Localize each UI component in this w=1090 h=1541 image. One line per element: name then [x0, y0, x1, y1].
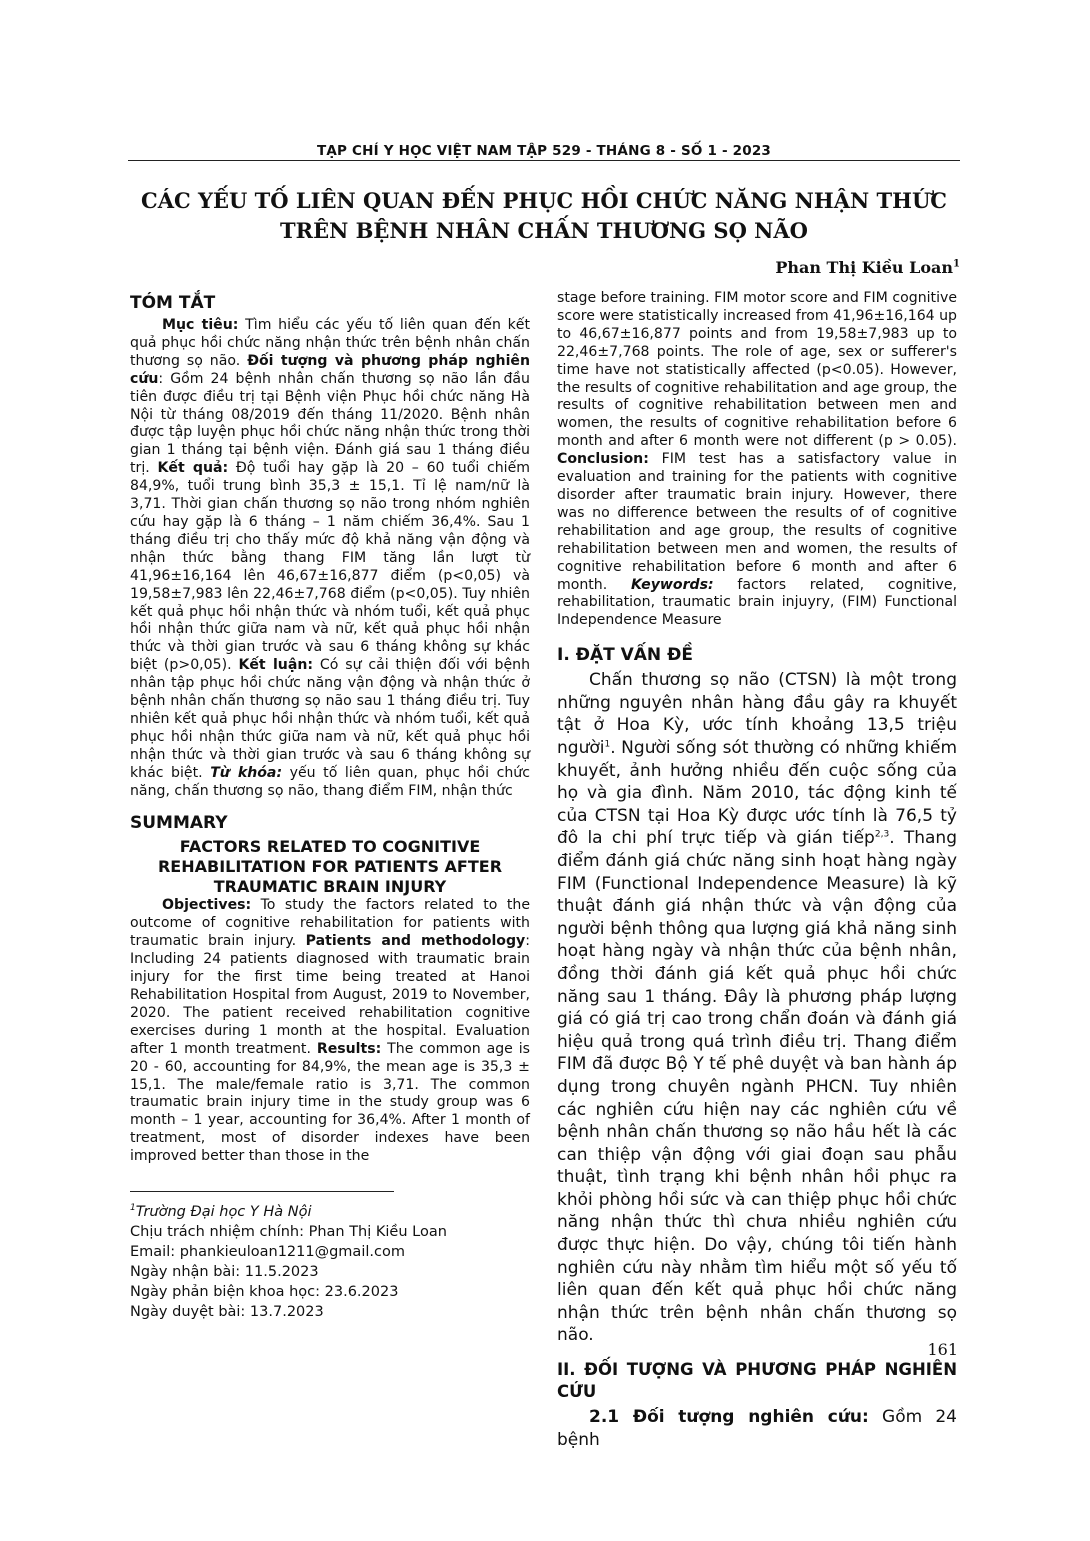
right-column — [557, 290, 957, 1451]
left-column — [130, 292, 530, 1166]
abstract-vi-label-keywords: Từ khóa: — [210, 764, 283, 781]
summary-keywords: factors related, cognitive, rehabilitation, traumatic brain injuyry, (FIM) Functional Independence Measure — [557, 576, 957, 629]
abstract-vi-keywords: yếu tố liên quan, phục hồi chức năng, chấn thương sọ não, thang điểm FIM, nhận thức — [130, 764, 530, 799]
section-1-text: . Thang điểm đánh giá chức năng sinh hoạt hàng ngày FIM (Functional Independence Measure) là kỹ thuật đánh giá nhận thức và vận động của người bệnh thông qua lượng giá khả năng sinh hoạt hàng ngày và nhận thức của bệnh nhân, đồng thời đánh giá kết quả phục hồi chức năng sau 1 tháng. Đây là phương pháp lượng giá có giá trị cao trong chẩn đoán và đánh giá hiệu quả trong quá trình điều trị. Thang điểm FIM đã được Bộ Y tế phê duyệt và ban hành áp dụng trong chuyên ngành PHCN. Tuy nhiên các nghiên cứu hiện nay các nghiên cứu về bệnh nhân chấn thương sọ não hầu hết là các can thiệp vận động với giai đoạn sau phẫu thuật, tình trạng khi bệnh nhân hồi phục ra khỏi phòng hồi sức và can thiệp phục hồi chức năng nhận thức thì chưa nhiều nghiên cứu được thực hiện. Do vậy, chúng tôi tiến hành nghiên cứu này nhằm tìm hiểu một số yếu tố liên quan đến kết quả phục hồi chức năng nhận thức trên bệnh nhân chấn thương sọ não. — [557, 828, 958, 1346]
page-number: 161 — [927, 1340, 958, 1359]
summary-title-line-3: TRAUMATIC BRAIN INJURY — [213, 877, 447, 897]
section-2-heading: II. ĐỐI TƯỢNG VÀ PHƯƠNG PHÁP NGHIÊN CỨU — [557, 1360, 957, 1402]
section-2-1-label: 2.1 Đối tượng nghiên cứu: — [589, 1407, 869, 1428]
summary-text-results: The common age is 20 - 60, accounting for 84,9%, the mean age is 35,3 ± 15,1. The male/female ratio is 3,71. The common traumatic brain injury time in the study group was 6 month – 1 year, accounting for 36,4%. After 1 month of treatment, most of disorder indexes have been improved better than those in the — [130, 1040, 530, 1165]
summary-text-results-cont: stage before training. FIM motor score and FIM cognitive score were statistically increased from 41,96±16,164 up to 46,67±16,877 points and from 19,58±7,983 up to 22,46±7,768 points. The role of age, sex or sufferer's time have not statistically affected (p<0.05). However, the results of cognitive rehabilitation and age group, the results of cognitive rehabilitation between men and women, the results of cognitive rehabilitation before 6 month and after 6 month were not different (p > 0.05). — [557, 290, 957, 450]
abstract-vi-label-conclusion: Kết luận: — [238, 657, 314, 674]
section-1-text: Chấn thương sọ não (CTSN) là một trong những nguyên nhân hàng đầu gây ra khuyết tật ở Hoa Kỳ, ước tính khoảng 13,5 triệu người — [557, 670, 957, 758]
summary-text: : Including 24 patients diagnosed with traumatic brain injury for the first time being treated at Hanoi Rehabilitation Hospital from August, 2019 to November, 2020. The patient received rehabilitation cognitive exercises during 1 month at the hospital. Evaluation after 1 month treatment. — [130, 933, 530, 1057]
summary-title-line-1: FACTORS RELATED TO COGNITIVE — [179, 837, 481, 857]
summary-label-methods: Patients and methodology — [305, 933, 526, 950]
footnote-received: Ngày nhận bài: 11.5.2023 — [130, 1263, 319, 1280]
section-1-text: . Người sống sót thường có những khiếm khuyết, ảnh hưởng nhiều đến cuộc sống của họ và gia đình. Năm 2010, tác động kinh tế của CTSN tại Hoa Kỳ được ước tính là 76,5 tỷ đô la chi phí trực tiếp và gián tiếp — [557, 738, 957, 849]
abstract-vi-label-objective: Mục tiêu: — [162, 317, 239, 333]
abstract-vi-paragraph — [130, 317, 530, 800]
footnote-affiliation — [130, 1198, 447, 1222]
summary-label-results: Results: — [316, 1040, 382, 1057]
footnote-email: Email: phankieuloan1211@gmail.com — [130, 1243, 405, 1260]
author-text: Phan Thị Kiều Loan — [775, 258, 954, 277]
section-1-heading: I. ĐẶT VẤN ĐỀ — [557, 645, 693, 666]
article-title — [128, 186, 960, 246]
title-line-1: CÁC YẾU TỐ LIÊN QUAN ĐẾN PHỤC HỒI CHỨC NĂNG NHẬN THỨC — [140, 188, 947, 213]
summary-continuation — [557, 290, 957, 630]
summary-label-conclusion: Conclusion: — [557, 451, 649, 468]
summary-paragraph — [130, 897, 530, 1166]
summary-title — [130, 837, 530, 897]
footnote-affiliation-text: Trường Đại học Y Hà Nội — [135, 1203, 312, 1220]
author-name — [775, 258, 960, 277]
footnote — [130, 1198, 447, 1322]
summary-label-objectives: Objectives: — [162, 897, 252, 914]
abstract-vi-text: Có sự cải thiện đối với bệnh nhân tập phục hồi chức năng vận động và nhận thức ở bệnh nhân chấn thương sọ não sau 1 tháng điều trị. Tuy nhiên kết quả phục hồi nhận thức và nhóm tuổi, kết quả phục hồi nhận thức giữa nam và nữ, kết quả phục hồi nhận thức và thời gian trước và sau 6 tháng không sự khác biệt. — [130, 657, 531, 781]
header-rule — [128, 160, 960, 161]
footnote-sup: 1 — [130, 1203, 136, 1213]
footnote-accepted: Ngày duyệt bài: 13.7.2023 — [130, 1303, 324, 1320]
section-2-paragraph — [557, 1406, 957, 1451]
title-line-2: TRÊN BỆNH NHÂN CHẤN THƯƠNG SỌ NÃO — [280, 218, 808, 243]
summary-title-line-2: REHABILITATION FOR PATIENTS AFTER — [157, 857, 503, 877]
footnote-reviewed: Ngày phản biện khoa học: 23.6.2023 — [130, 1283, 399, 1300]
citation-2-3: 2,3 — [874, 829, 890, 840]
abstract-vi-label-results: Kết quả: — [157, 460, 229, 477]
journal-header: TẠP CHÍ Y HỌC VIỆT NAM TẬP 529 - THÁNG 8 - SỐ 1 - 2023 — [316, 143, 772, 159]
abstract-vi-heading: TÓM TẮT — [130, 293, 216, 313]
summary-label-keywords: Keywords: — [630, 576, 714, 593]
summary-heading: SUMMARY — [130, 813, 228, 834]
citation-1: 1 — [604, 739, 611, 750]
abstract-vi-text: Độ tuổi hay gặp là 20 – 60 tuổi chiếm 84,9%, tuổi trung bình 35,3 ± 15,1. Tỉ lệ nam/nữ là 3,71. Thời gian chấn thương sọ não trong nhóm nghiên cứu hay gặp là 6 tháng – 1 năm chiếm 36,4%. Sau 1 tháng điều trị cho thấy mức độ khả năng vận động và nhận thức bằng thang FIM tăng lần lượt từ 41,96±16,164 lên 46,67±16,877 điểm (p<0,05) và 19,58±7,983 lên 22,46±7,768 điểm (p<0,05). Tuy nhiên kết quả phục hồi nhận thức và nhóm tuổi, kết quả phục hồi nhận thức giữa nam và nữ, kết quả phục hồi nhận thức và thời gian trước và sau 6 tháng không sự khác biệt (p>0,05). — [130, 460, 530, 674]
abstract-vi-text: Tìm hiểu các yếu tố liên quan đến kết quả phục hồi chức năng nhận thức trên bệnh nhân chấn thương sọ não. — [130, 317, 530, 369]
abstract-vi-label-methods: Đối tượng và phương pháp nghiên cứu — [130, 352, 530, 387]
author-affiliation-mark: 1 — [953, 258, 960, 270]
summary-text: To study the factors related to the outcome of cognitive rehabilitation for patients with traumatic brain injury. — [130, 897, 530, 950]
abstract-vi-text: : Gồm 24 bệnh nhân chấn thương sọ não lần đầu tiên được điều trị tại Bệnh viện Phục hồi chức năng Hà Nội từ tháng 08/2019 đến tháng 11/2020. Bệnh nhân được tập luyện phục hồi chức năng nhận thức trong thời gian 1 tháng tại bệnh viện. Đánh giá sau 1 tháng điều trị. — [130, 370, 530, 477]
section-2-1-text: Gồm 24 bệnh — [557, 1407, 957, 1450]
footnote-rule — [130, 1191, 394, 1192]
footnote-corresponding: Chịu trách nhiệm chính: Phan Thị Kiều Loan — [130, 1223, 447, 1240]
summary-text: FIM test has a satisfactory value in evaluation and training for the patients with cognitive disorder after traumatic brain injury. However, there was no difference between the results of of cognitive rehabilitation and age group, the results of cognitive rehabilitation between men and women, the results of cognitive rehabilitation before 6 month and after 6 month. — [557, 451, 957, 593]
section-1-paragraph — [557, 669, 957, 1347]
